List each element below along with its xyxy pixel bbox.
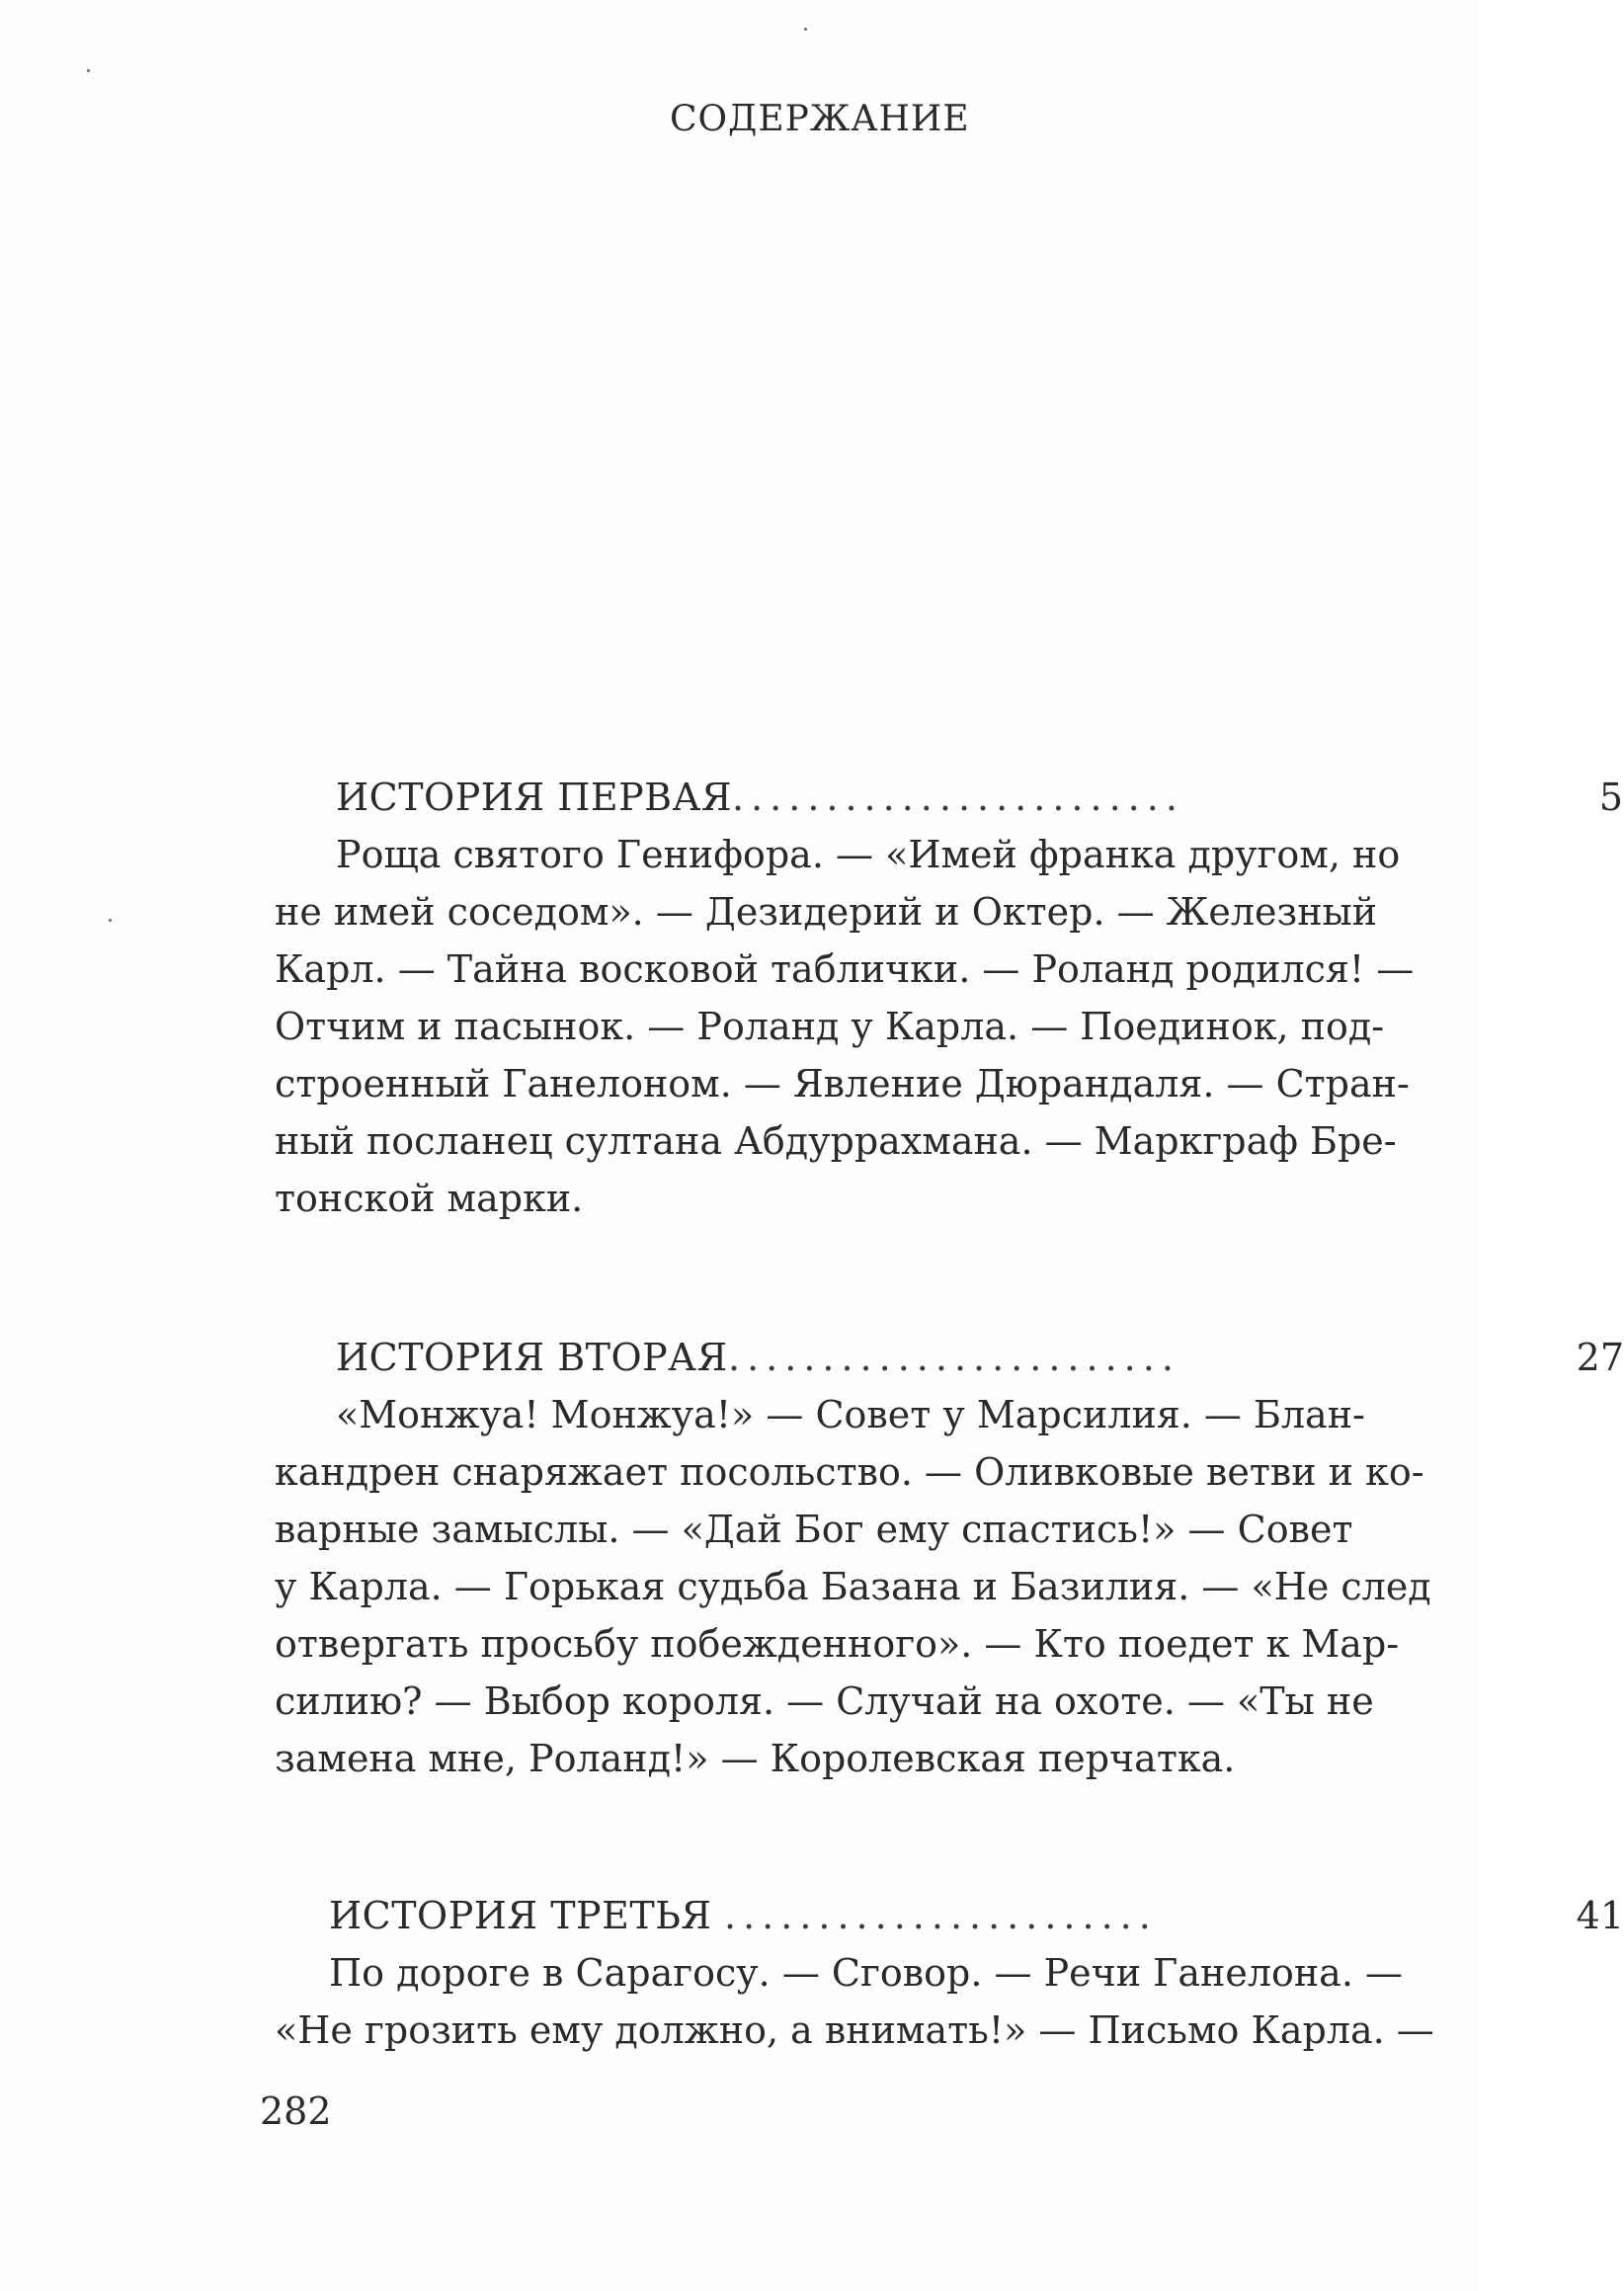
toc-summary-line: варные замыслы. — «Дай Бог ему спастись!» — Совет xyxy=(275,1508,1353,1551)
toc-summary-line: Роща святого Генифора. — «Имей франка другом, но xyxy=(336,833,1401,876)
toc-page-number: 5 xyxy=(1598,776,1623,819)
toc-summary-line: тонской марки. xyxy=(275,1177,584,1220)
toc-entry-heading-row xyxy=(275,1329,1624,1386)
toc-entry-title: ИСТОРИЯ ТРЕТЬЯ xyxy=(329,1894,712,1937)
toc-summary-line: силию? — Выбор короля. — Случай на охоте. — «Ты не xyxy=(275,1679,1374,1723)
dot-leader: ........................ xyxy=(728,1336,1180,1379)
toc-summary-line: кандрен снаряжает посольство. — Оливковые ветви и ко- xyxy=(275,1450,1424,1494)
dot-leader: ........................ xyxy=(732,776,1184,819)
toc-page-number: 41 xyxy=(1576,1894,1624,1937)
toc-entry-3[interactable] xyxy=(275,1887,1624,2052)
page-title: СОДЕРЖАНИЕ xyxy=(670,99,970,139)
toc-summary-line: у Карла. — Горькая судьба Базана и Базилия. — «Не след xyxy=(275,1565,1431,1608)
paper-speck xyxy=(804,28,807,31)
toc-summary-line: ный посланец султана Абдуррахмана. — Маркграф Бре- xyxy=(275,1119,1397,1163)
toc-summary-line: замена мне, Роланд!» — Королевская перчатка. xyxy=(275,1737,1236,1780)
paper-speck xyxy=(109,919,112,922)
toc-summary-line: не имей соседом». — Дезидерий и Октер. — Железный xyxy=(275,890,1378,934)
toc-summary-line: По дороге в Сарагосу. — Сговор. — Речи Ганелона. — xyxy=(329,1951,1403,1995)
toc-summary-line: отвергать просьбу побежденного». — Кто поедет к Мар- xyxy=(275,1622,1400,1666)
toc-summary-line: Отчим и пасынок. — Роланд у Карла. — Поединок, под- xyxy=(275,1005,1385,1048)
toc-summary-line: «Не грозить ему должно, а внимать!» — Письмо Карла. — xyxy=(275,2008,1434,2052)
toc-entry-heading-row xyxy=(275,1887,1624,1944)
paper-speck xyxy=(87,69,90,72)
toc-summary-line: строенный Ганелоном. — Явление Дюрандаля. — Стран- xyxy=(275,1062,1410,1105)
page-number-folio: 282 xyxy=(260,2089,332,2133)
toc-entry-title: ИСТОРИЯ ВТОРАЯ xyxy=(336,1336,728,1379)
toc-entry-1[interactable] xyxy=(275,769,1623,1220)
dot-leader: ....................... xyxy=(724,1894,1158,1937)
toc-entry-heading-row xyxy=(275,769,1623,826)
toc-summary-line: Карл. — Тайна восковой таблички. — Роланд родился! — xyxy=(275,947,1415,991)
toc-entry-title: ИСТОРИЯ ПЕРВАЯ xyxy=(336,776,733,819)
toc-entry-2[interactable] xyxy=(275,1329,1624,1780)
toc-page-number: 27 xyxy=(1576,1336,1624,1379)
toc-summary-line: «Монжуа! Монжуа!» — Совет у Марсилия. — Блан- xyxy=(336,1393,1365,1436)
